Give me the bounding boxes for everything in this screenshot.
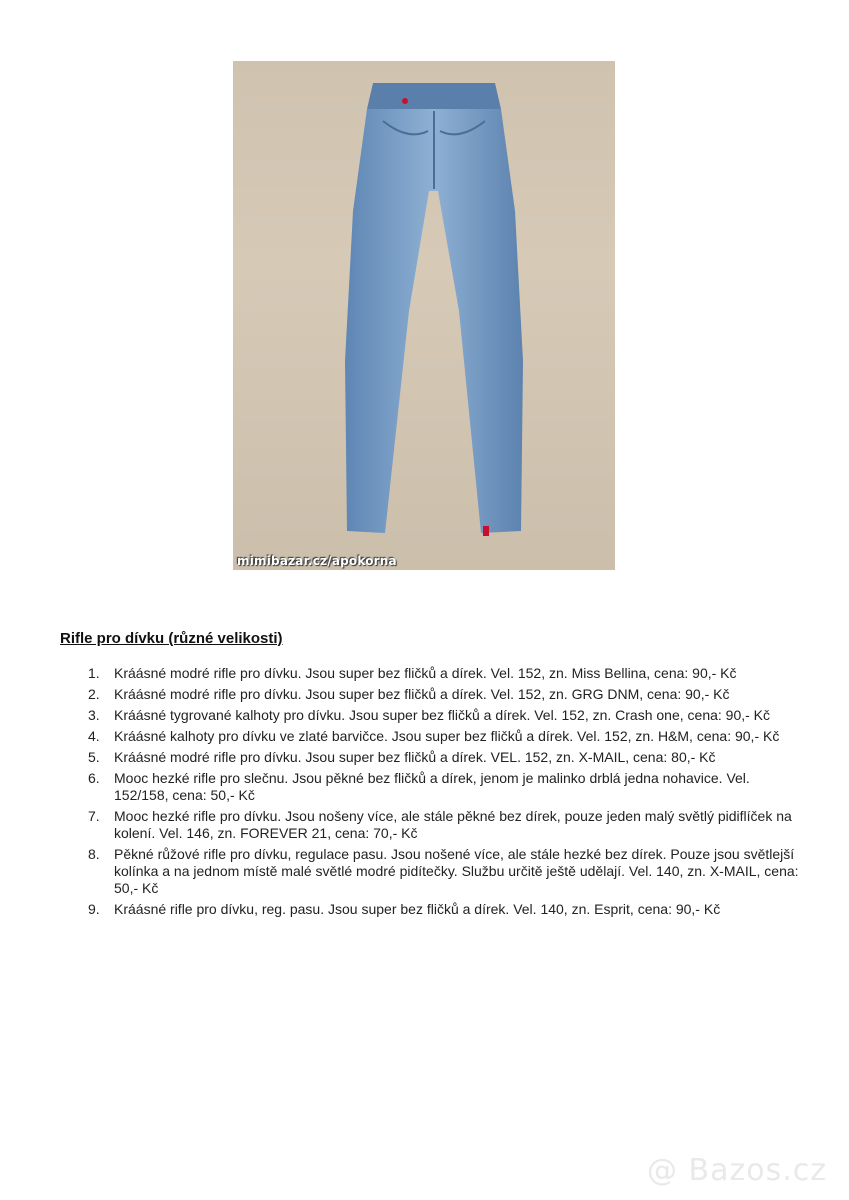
jeans-photo [233, 61, 615, 570]
list-item [60, 728, 800, 745]
list-item [60, 808, 800, 842]
item-text: Kráásné rifle pro dívku, reg. pasu. Jsou super bez fličků a dírek. Vel. 140, zn. Esprit, cena: 90,- Kč [114, 901, 721, 917]
list-item [60, 749, 800, 766]
list-item [60, 901, 800, 918]
jeans-illustration [233, 61, 615, 570]
item-number: 7. [88, 808, 100, 824]
item-text: Kráásné modré rifle pro dívku. Jsou super bez fličků a dírek. VEL. 152, zn. X-MAIL, cena: 80,- Kč [114, 749, 716, 765]
item-text: Mooc hezké rifle pro slečnu. Jsou pěkné bez fličků a dírek, jenom je malinko drblá jedna nohavice. Vel. 152/158, cena: 50,- Kč [114, 770, 750, 803]
item-number: 2. [88, 686, 100, 702]
list-item [60, 846, 800, 897]
page-heading: Rifle pro dívku (různé velikosti) [60, 630, 283, 647]
item-text: Kráásné kalhoty pro dívku ve zlaté barvičce. Jsou super bez fličků a dírek. Vel. 152, zn. H&M, cena: 90,- Kč [114, 728, 780, 744]
item-number: 4. [88, 728, 100, 744]
list-item [60, 665, 800, 682]
list-item [60, 770, 800, 804]
photo-watermark: mimibazar.cz/apokorna [237, 554, 397, 568]
bazos-logo: @ Bazos.cz [646, 1153, 827, 1188]
item-text: Pěkné růžové rifle pro dívku, regulace pasu. Jsou nošené více, ale stále hezké bez dírek. Pouze jsou světlejší kolínka a na jednom místě malé světlé modré pidítečky. Službu určitě ještě udělají. Vel. 140, zn. X-MAIL, cena: 50,- Kč [114, 846, 799, 896]
item-number: 5. [88, 749, 100, 765]
item-number: 1. [88, 665, 100, 681]
item-text: Mooc hezké rifle pro dívku. Jsou nošeny více, ale stále pěkné bez dírek, pouze jeden malý světlý pidiflíček na kolení. Vel. 146, zn. FOREVER 21, cena: 70,- Kč [114, 808, 792, 841]
item-number: 8. [88, 846, 100, 862]
list-item [60, 686, 800, 703]
item-list [60, 665, 800, 922]
item-number: 3. [88, 707, 100, 723]
item-number: 6. [88, 770, 100, 786]
item-text: Kráásné modré rifle pro dívku. Jsou super bez fličků a dírek. Vel. 152, zn. GRG DNM, cena: 90,- Kč [114, 686, 730, 702]
item-text: Kráásné tygrované kalhoty pro dívku. Jsou super bez fličků a dírek. Vel. 152, zn. Crash one, cena: 90,- Kč [114, 707, 771, 723]
list-item [60, 707, 800, 724]
item-number: 9. [88, 901, 100, 917]
item-text: Kráásné modré rifle pro dívku. Jsou super bez fličků a dírek. Vel. 152, zn. Miss Bellina, cena: 90,- Kč [114, 665, 737, 681]
